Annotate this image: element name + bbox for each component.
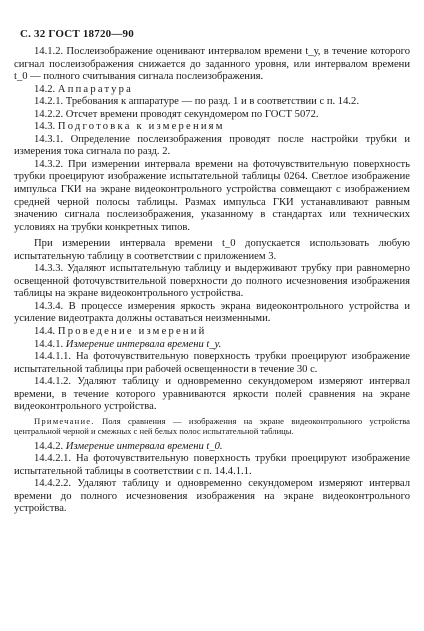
paragraph-14-2-2: 14.2.2. Отсчет времени проводят секундомером по ГОСТ 5072.	[34, 108, 319, 120]
section-number: 14.3.	[34, 121, 56, 133]
document-body	[14, 46, 410, 516]
paragraph-14-3-2-continued: При измерении интервала времени t_0 допускается использовать любую испытательную таблицу в соответствии с приложением 3.	[14, 238, 410, 262]
paragraph-14-3-1: 14.3.1. Определение послеизображения проводят после настройки трубки и измерения тока сигнала по разд. 2.	[14, 133, 410, 158]
paragraph-14-3-2: 14.3.2. При измерении интервала времени на фоточувствительную поверхность трубки проецируют изображение испытательной таблицы 0264. Светлое изображение импульса ГКИ на экране видеоконтрольного устройства совмещают с изображением средней черной полосы таблицы. Размах импульса ГКИ устанавливают равным значению сигнала послеизображения, указанному в стандартах или технических условиях на трубки конкретных типов.	[14, 158, 410, 233]
paragraph-14-4-1-1: 14.4.1.1. На фоточувствительную поверхность трубки проецируют изображение испытательной таблицы при рабочей освещенности в течение 30 с.	[14, 351, 410, 375]
subsection-title: Измерение интервала времени t_у.	[65, 338, 222, 350]
section-number: 14.4.	[34, 326, 56, 338]
section-title: Проведение измерений	[57, 326, 207, 338]
section-title: Аппаратура	[57, 83, 134, 95]
section-title: Подготовка к измерениям	[57, 121, 225, 133]
paragraph-14-2-1: 14.2.1. Требования к аппаратуре — по разд. 1 и в соответствии с п. 14.2.	[34, 96, 359, 108]
note-label: Примечание.	[34, 415, 95, 426]
paragraph-14-4-2-2: 14.4.2.2. Удаляют таблицу и одновременно секундомером измеряют интервал времени до полного исчезновения изображения на экране видеоконтрольного устройства.	[14, 478, 410, 515]
paragraph-14-4-1-2: 14.4.1.2. Удаляют таблицу и одновременно секундомером измеряют интервал времени, в течение которого уравниваются яркости полей сравнения на экране видеоконтрольного устройства.	[14, 376, 410, 413]
section-heading-14-4	[14, 326, 410, 339]
subsection-heading-14-4-2	[14, 441, 410, 454]
paragraph-14-3-3: 14.3.3. Удаляют испытательную таблицу и выдерживают трубку при равномерно освещенной фоточувствительной поверхности до полного исчезновения изображения таблицы на экране видеоконтрольного устройства.	[14, 263, 410, 300]
page-header: С. 32 ГОСТ 18720—90	[20, 28, 134, 40]
subsection-heading-14-4-1	[14, 339, 410, 352]
section-heading-14-3	[14, 121, 410, 134]
section-number: 14.2.	[34, 83, 56, 95]
subsection-number: 14.4.1.	[34, 338, 64, 350]
section-heading-14-2	[14, 84, 410, 97]
note-text: Поля сравнения — изображения на экране видеоконтрольного устройства центральной черной и смежных с ней белых полос испытательной таблицы.	[14, 415, 410, 437]
note	[14, 416, 410, 437]
subsection-number: 14.4.2.	[34, 440, 64, 452]
paragraph-14-3-4: 14.3.4. В процессе измерения яркость экрана видеоконтрольного устройства и усиление видеотракта должны оставаться неизменными.	[14, 300, 410, 325]
paragraph-14-4-2-1: 14.4.2.1. На фоточувствительную поверхность трубки проецируют изображение испытательной таблицы в соответствии с п. 14.4.1.1.	[14, 453, 410, 477]
paragraph-14-1-2: 14.1.2. Послеизображение оценивают интервалом времени t_у, в течение которого сигнал послеизображения снижается до заданного уровня, или интервалом времени t_0 — полного считывания сигнала послеизображения.	[14, 46, 410, 83]
subsection-title: Измерение интервала времени t_0.	[65, 440, 223, 452]
